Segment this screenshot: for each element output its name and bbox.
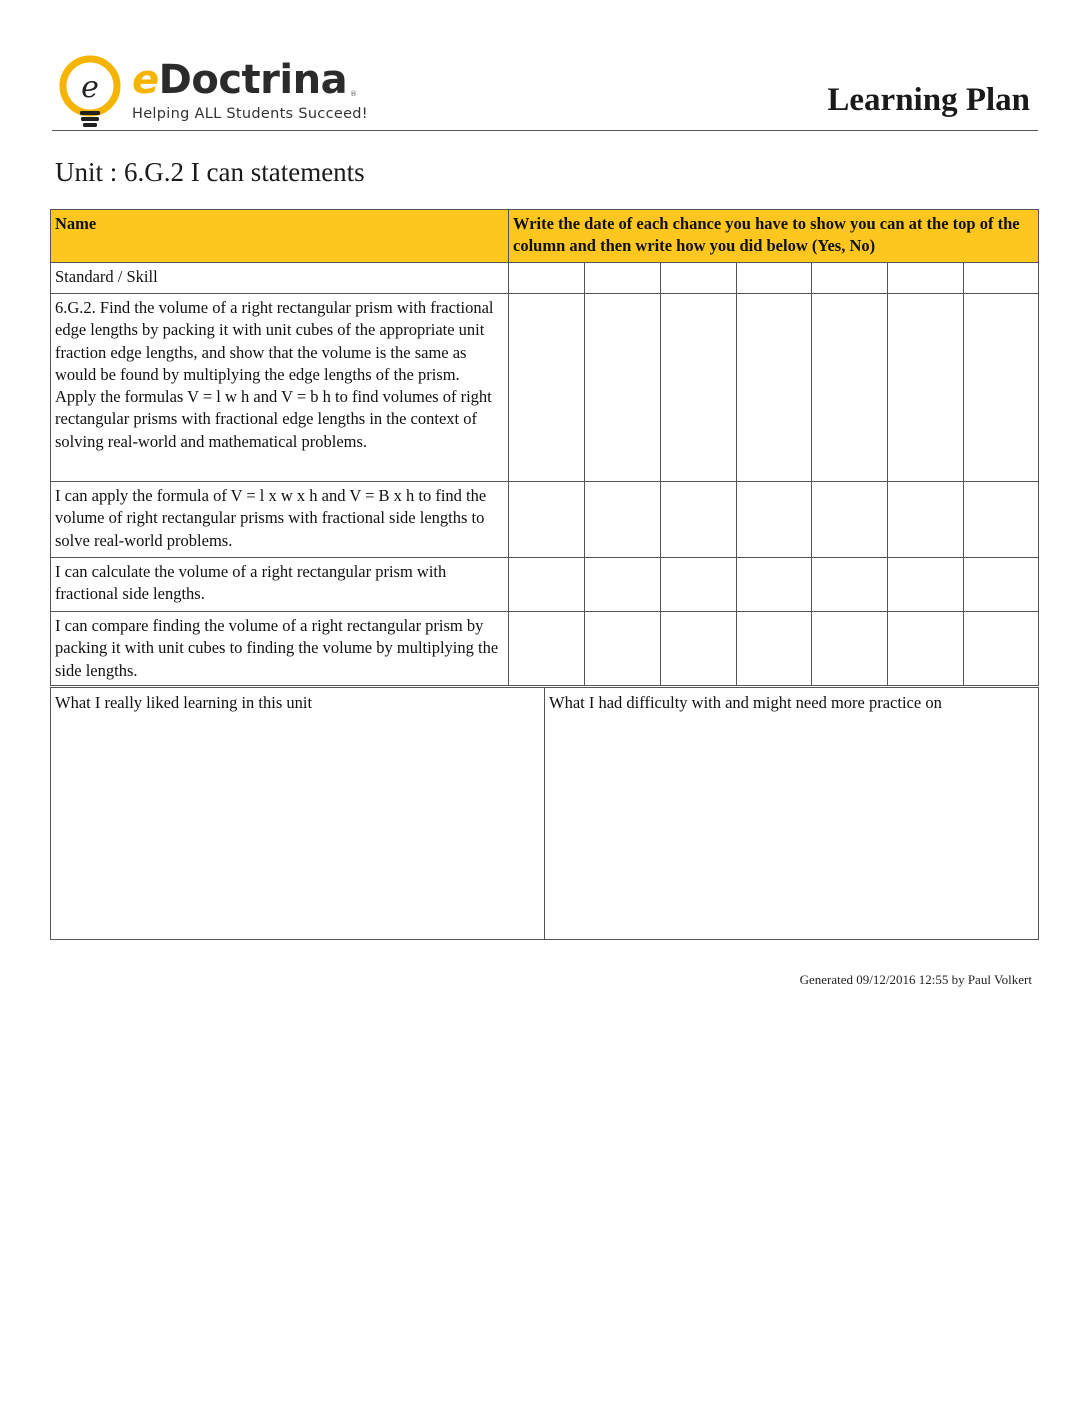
result-cell[interactable] — [737, 558, 812, 612]
i-can-statement: I can apply the formula of V = l x w x h and V = B x h to find the volume of right rectangular prisms with fractional side lengths to solve real-world problems. — [51, 482, 509, 558]
result-cell[interactable] — [812, 612, 888, 686]
date-cell[interactable] — [737, 263, 812, 294]
svg-text:e: e — [81, 70, 99, 105]
date-cell[interactable] — [812, 263, 888, 294]
date-cell[interactable] — [585, 263, 661, 294]
result-cell[interactable] — [812, 482, 888, 558]
result-cell[interactable] — [585, 294, 661, 482]
result-cell[interactable] — [964, 294, 1039, 482]
date-cell[interactable] — [964, 263, 1039, 294]
result-cell[interactable] — [509, 294, 585, 482]
result-cell[interactable] — [964, 558, 1039, 612]
table-row — [51, 482, 1039, 558]
result-cell[interactable] — [661, 612, 737, 686]
i-can-statement: I can calculate the volume of a right rectangular prism with fractional side lengths. — [51, 558, 509, 612]
result-cell[interactable] — [585, 482, 661, 558]
table-row — [51, 558, 1039, 612]
reflection-row — [51, 688, 1039, 940]
result-cell[interactable] — [888, 294, 964, 482]
result-cell[interactable] — [737, 482, 812, 558]
table-header-row — [51, 210, 1039, 263]
logo-wordmark: eDoctrina — [132, 57, 348, 103]
generated-footer: Generated 09/12/2016 12:55 by Paul Volkert — [799, 972, 1032, 987]
unit-title: Unit : 6.G.2 I can statements — [55, 157, 365, 187]
liked-learning-box[interactable]: What I really liked learning in this unit — [51, 688, 545, 940]
result-cell[interactable] — [888, 612, 964, 686]
table-row — [51, 294, 1039, 482]
date-cell[interactable] — [509, 263, 585, 294]
result-cell[interactable] — [585, 558, 661, 612]
date-cell[interactable] — [888, 263, 964, 294]
header-name-cell[interactable]: Name — [51, 210, 509, 263]
learning-plan-table — [50, 209, 1039, 686]
result-cell[interactable] — [888, 558, 964, 612]
document-title: Learning Plan — [827, 82, 1030, 118]
header-instructions-cell: Write the date of each chance you have to show you can at the top of the column and then write how you did below (Yes, No) — [509, 210, 1039, 263]
result-cell[interactable] — [888, 482, 964, 558]
result-cell[interactable] — [509, 558, 585, 612]
result-cell[interactable] — [661, 558, 737, 612]
i-can-statement: I can compare finding the volume of a right rectangular prism by packing it with unit cubes to finding the volume by multiplying the side lengths. — [51, 612, 509, 686]
difficulty-box[interactable]: What I had difficulty with and might need more practice on — [545, 688, 1039, 940]
logo-tagline: Helping ALL Students Succeed! — [132, 106, 368, 122]
result-cell[interactable] — [737, 294, 812, 482]
result-cell[interactable] — [812, 294, 888, 482]
result-cell[interactable] — [964, 612, 1039, 686]
result-cell[interactable] — [964, 482, 1039, 558]
result-cell[interactable] — [509, 612, 585, 686]
table-row — [51, 612, 1039, 686]
edoctrina-logo — [52, 50, 372, 128]
reflection-table — [50, 687, 1039, 940]
result-cell[interactable] — [737, 612, 812, 686]
registered-mark: ® — [350, 90, 357, 98]
result-cell[interactable] — [509, 482, 585, 558]
standard-skill-label: Standard / Skill — [51, 263, 509, 294]
date-cell[interactable] — [661, 263, 737, 294]
result-cell[interactable] — [661, 294, 737, 482]
standard-skill-row — [51, 263, 1039, 294]
result-cell[interactable] — [585, 612, 661, 686]
lightbulb-icon — [54, 54, 132, 128]
page-header — [52, 50, 1038, 131]
result-cell[interactable] — [661, 482, 737, 558]
standard-text: 6.G.2. Find the volume of a right rectangular prism with fractional edge lengths by packing it with unit cubes of the appropriate unit fraction edge lengths, and show that the volume is the same as would be found by multiplying the edge lengths of the prism. Apply the formulas V = l w h and V = b h to find volumes of right rectangular prisms with fractional edge lengths in the context of solving real-world and mathematical problems. — [51, 294, 509, 482]
result-cell[interactable] — [812, 558, 888, 612]
